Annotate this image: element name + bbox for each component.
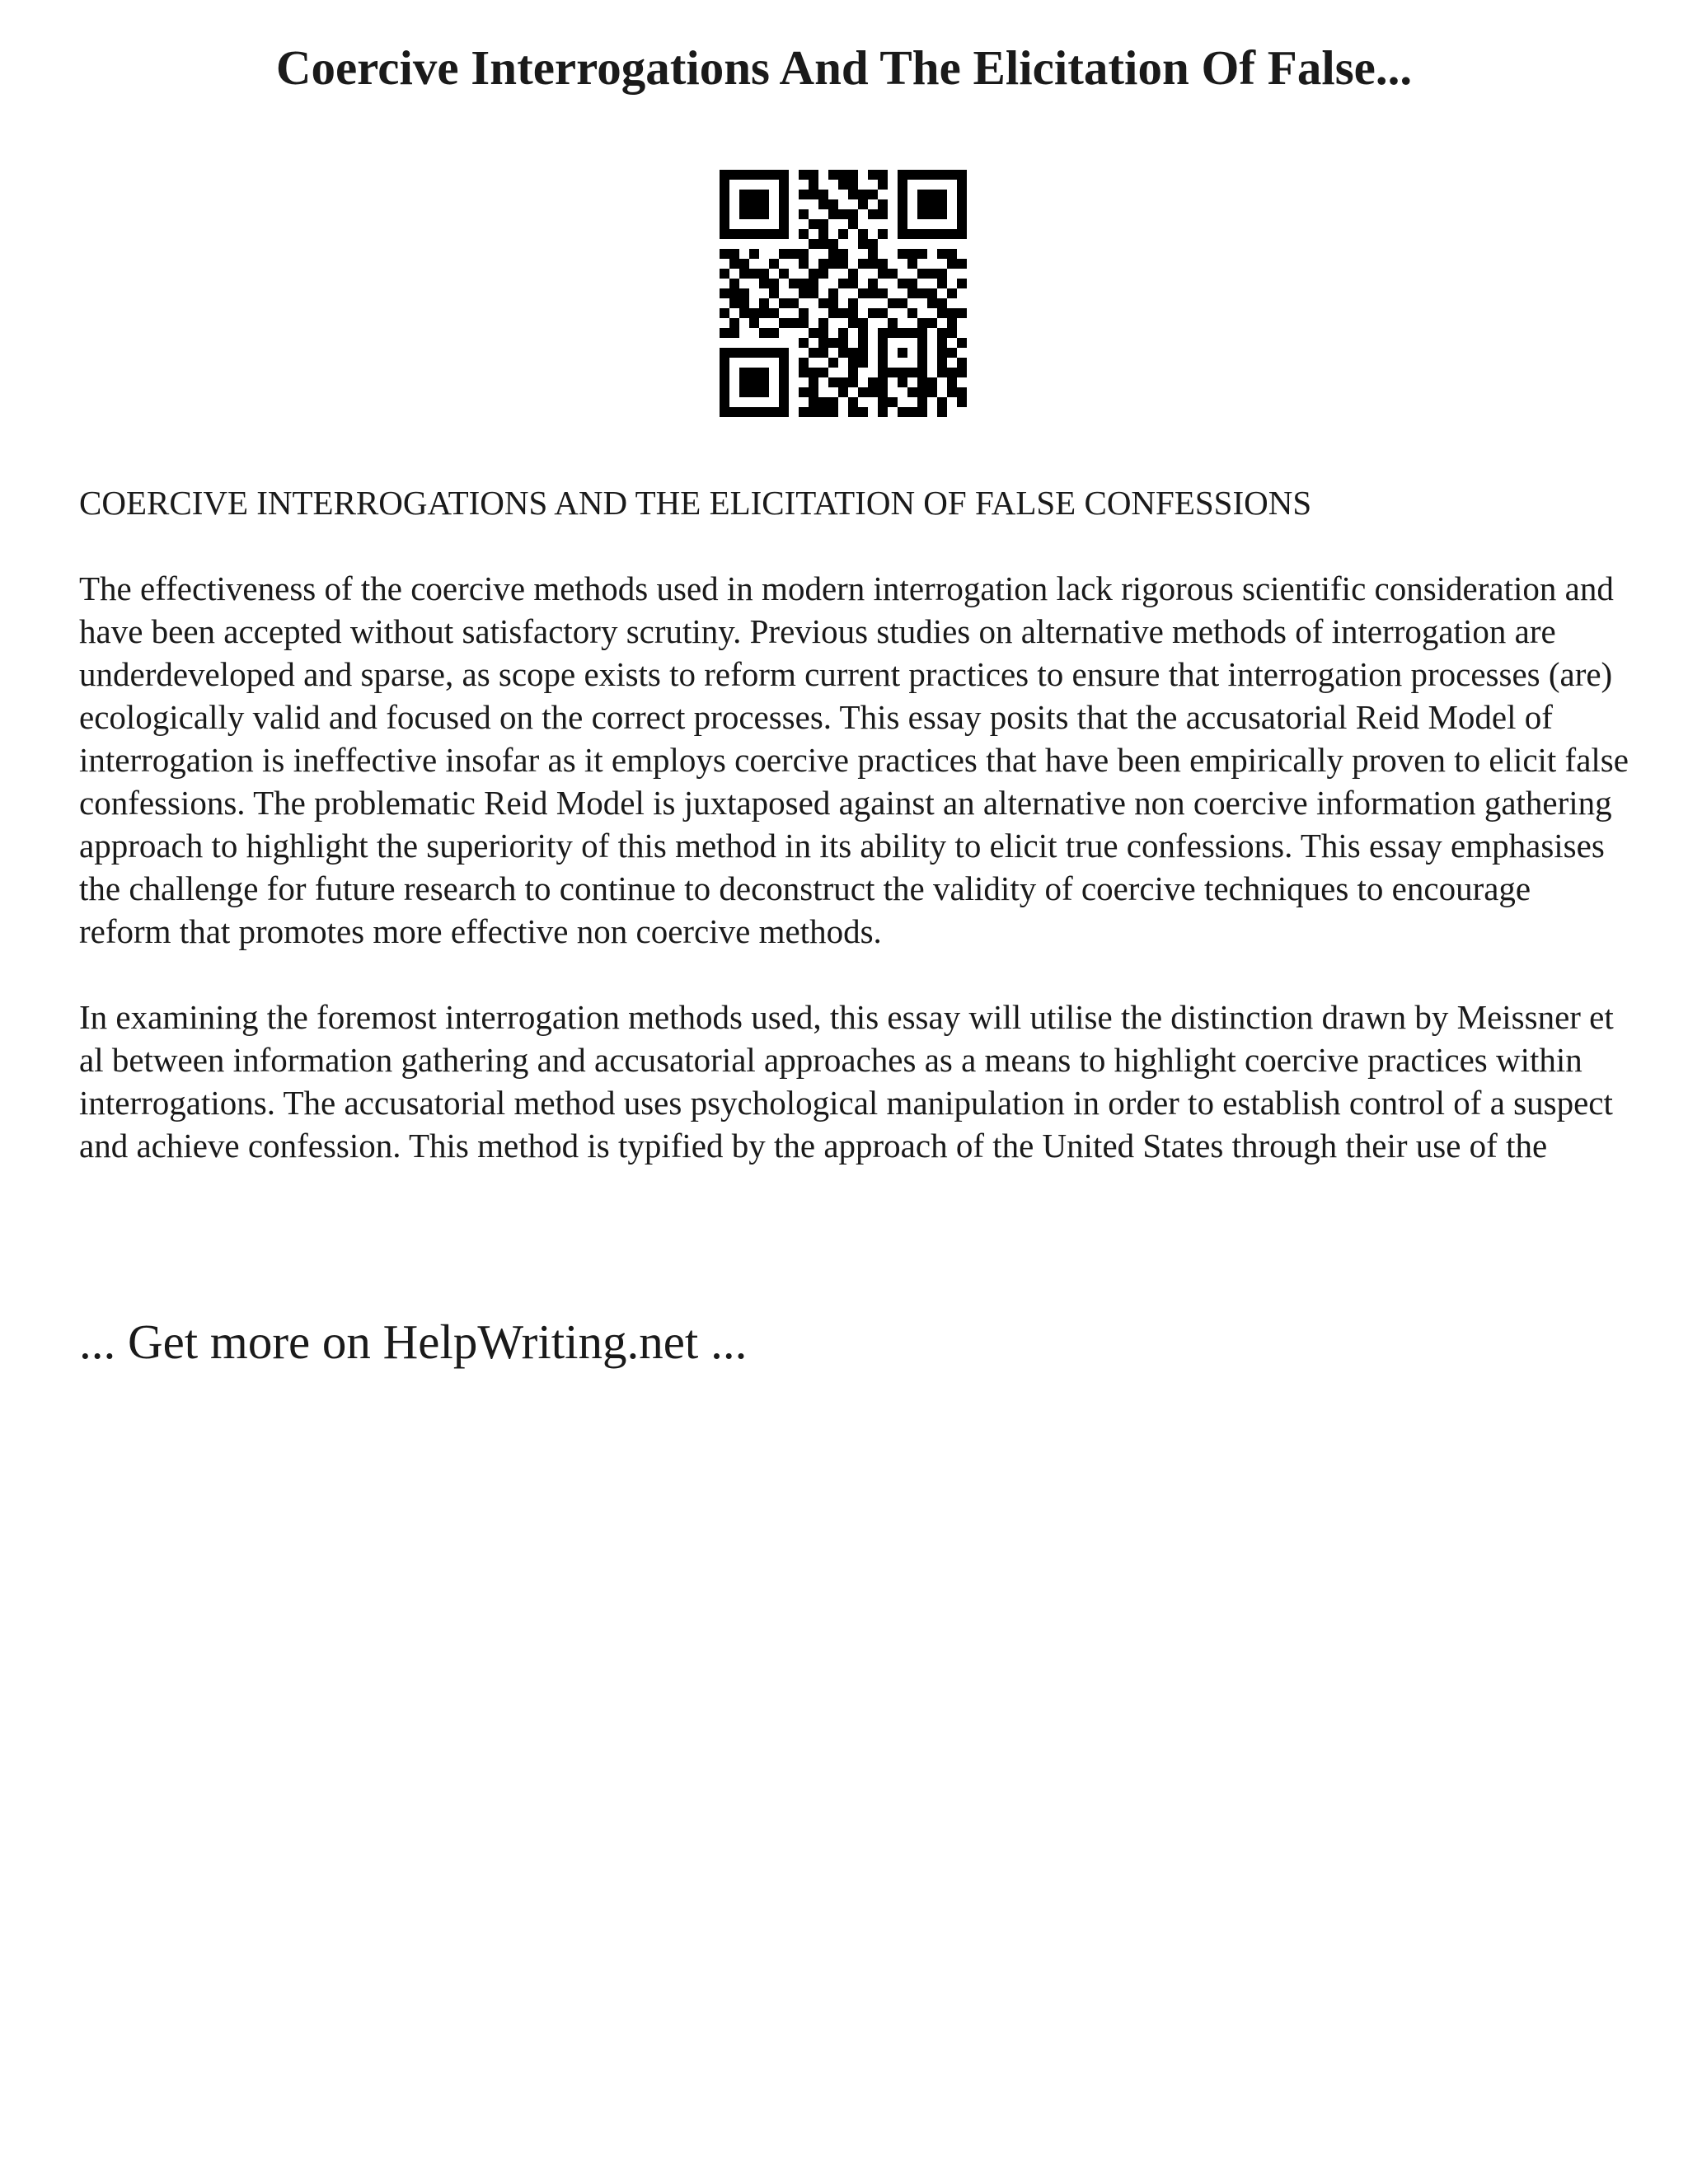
paragraph-2: In examining the foremost interrogation methods used, this essay will utilise the distinction drawn by Meissner et al between information gathering and accusatorial approaches as a means to highlight coercive practices within interrogations. The accusatorial method uses psychological manipulation in order to establish control of a suspect and achieve confession. This method is typified by the approach of the United States through their use of the xyxy=(79,998,1614,1165)
get-more-link[interactable]: ... Get more on HelpWriting.net ... xyxy=(79,1315,748,1369)
qr-code-icon xyxy=(720,170,967,417)
document-body xyxy=(79,481,1629,1210)
essay-heading: COERCIVE INTERROGATIONS AND THE ELICITATION OF FALSE CONFESSIONS xyxy=(79,484,1312,522)
paragraph-1: The effectiveness of the coercive methods used in modern interrogation lack rigorous scientific consideration and have been accepted without satisfactory scrutiny. Previous studies on alternative methods of interrogation are underdeveloped and sparse, as scope exists to reform current practices to ensure that interrogation processes (are) ecologically valid and focused on the correct processes. This essay posits that the accusatorial Reid Model of interrogation is ineffective insofar as it employs coercive practices that have been empirically proven to elicit false confessions. The problematic Reid Model is juxtaposed against an alternative non coercive information gathering approach to highlight the superiority of this method in its ability to elicit true confessions. This essay emphasises the challenge for future research to continue to deconstruct the validity of coercive techniques to encourage reform that promotes more effective non coercive methods. xyxy=(79,569,1629,950)
document-title: Coercive Interrogations And The Elicitation Of False... xyxy=(275,40,1413,95)
